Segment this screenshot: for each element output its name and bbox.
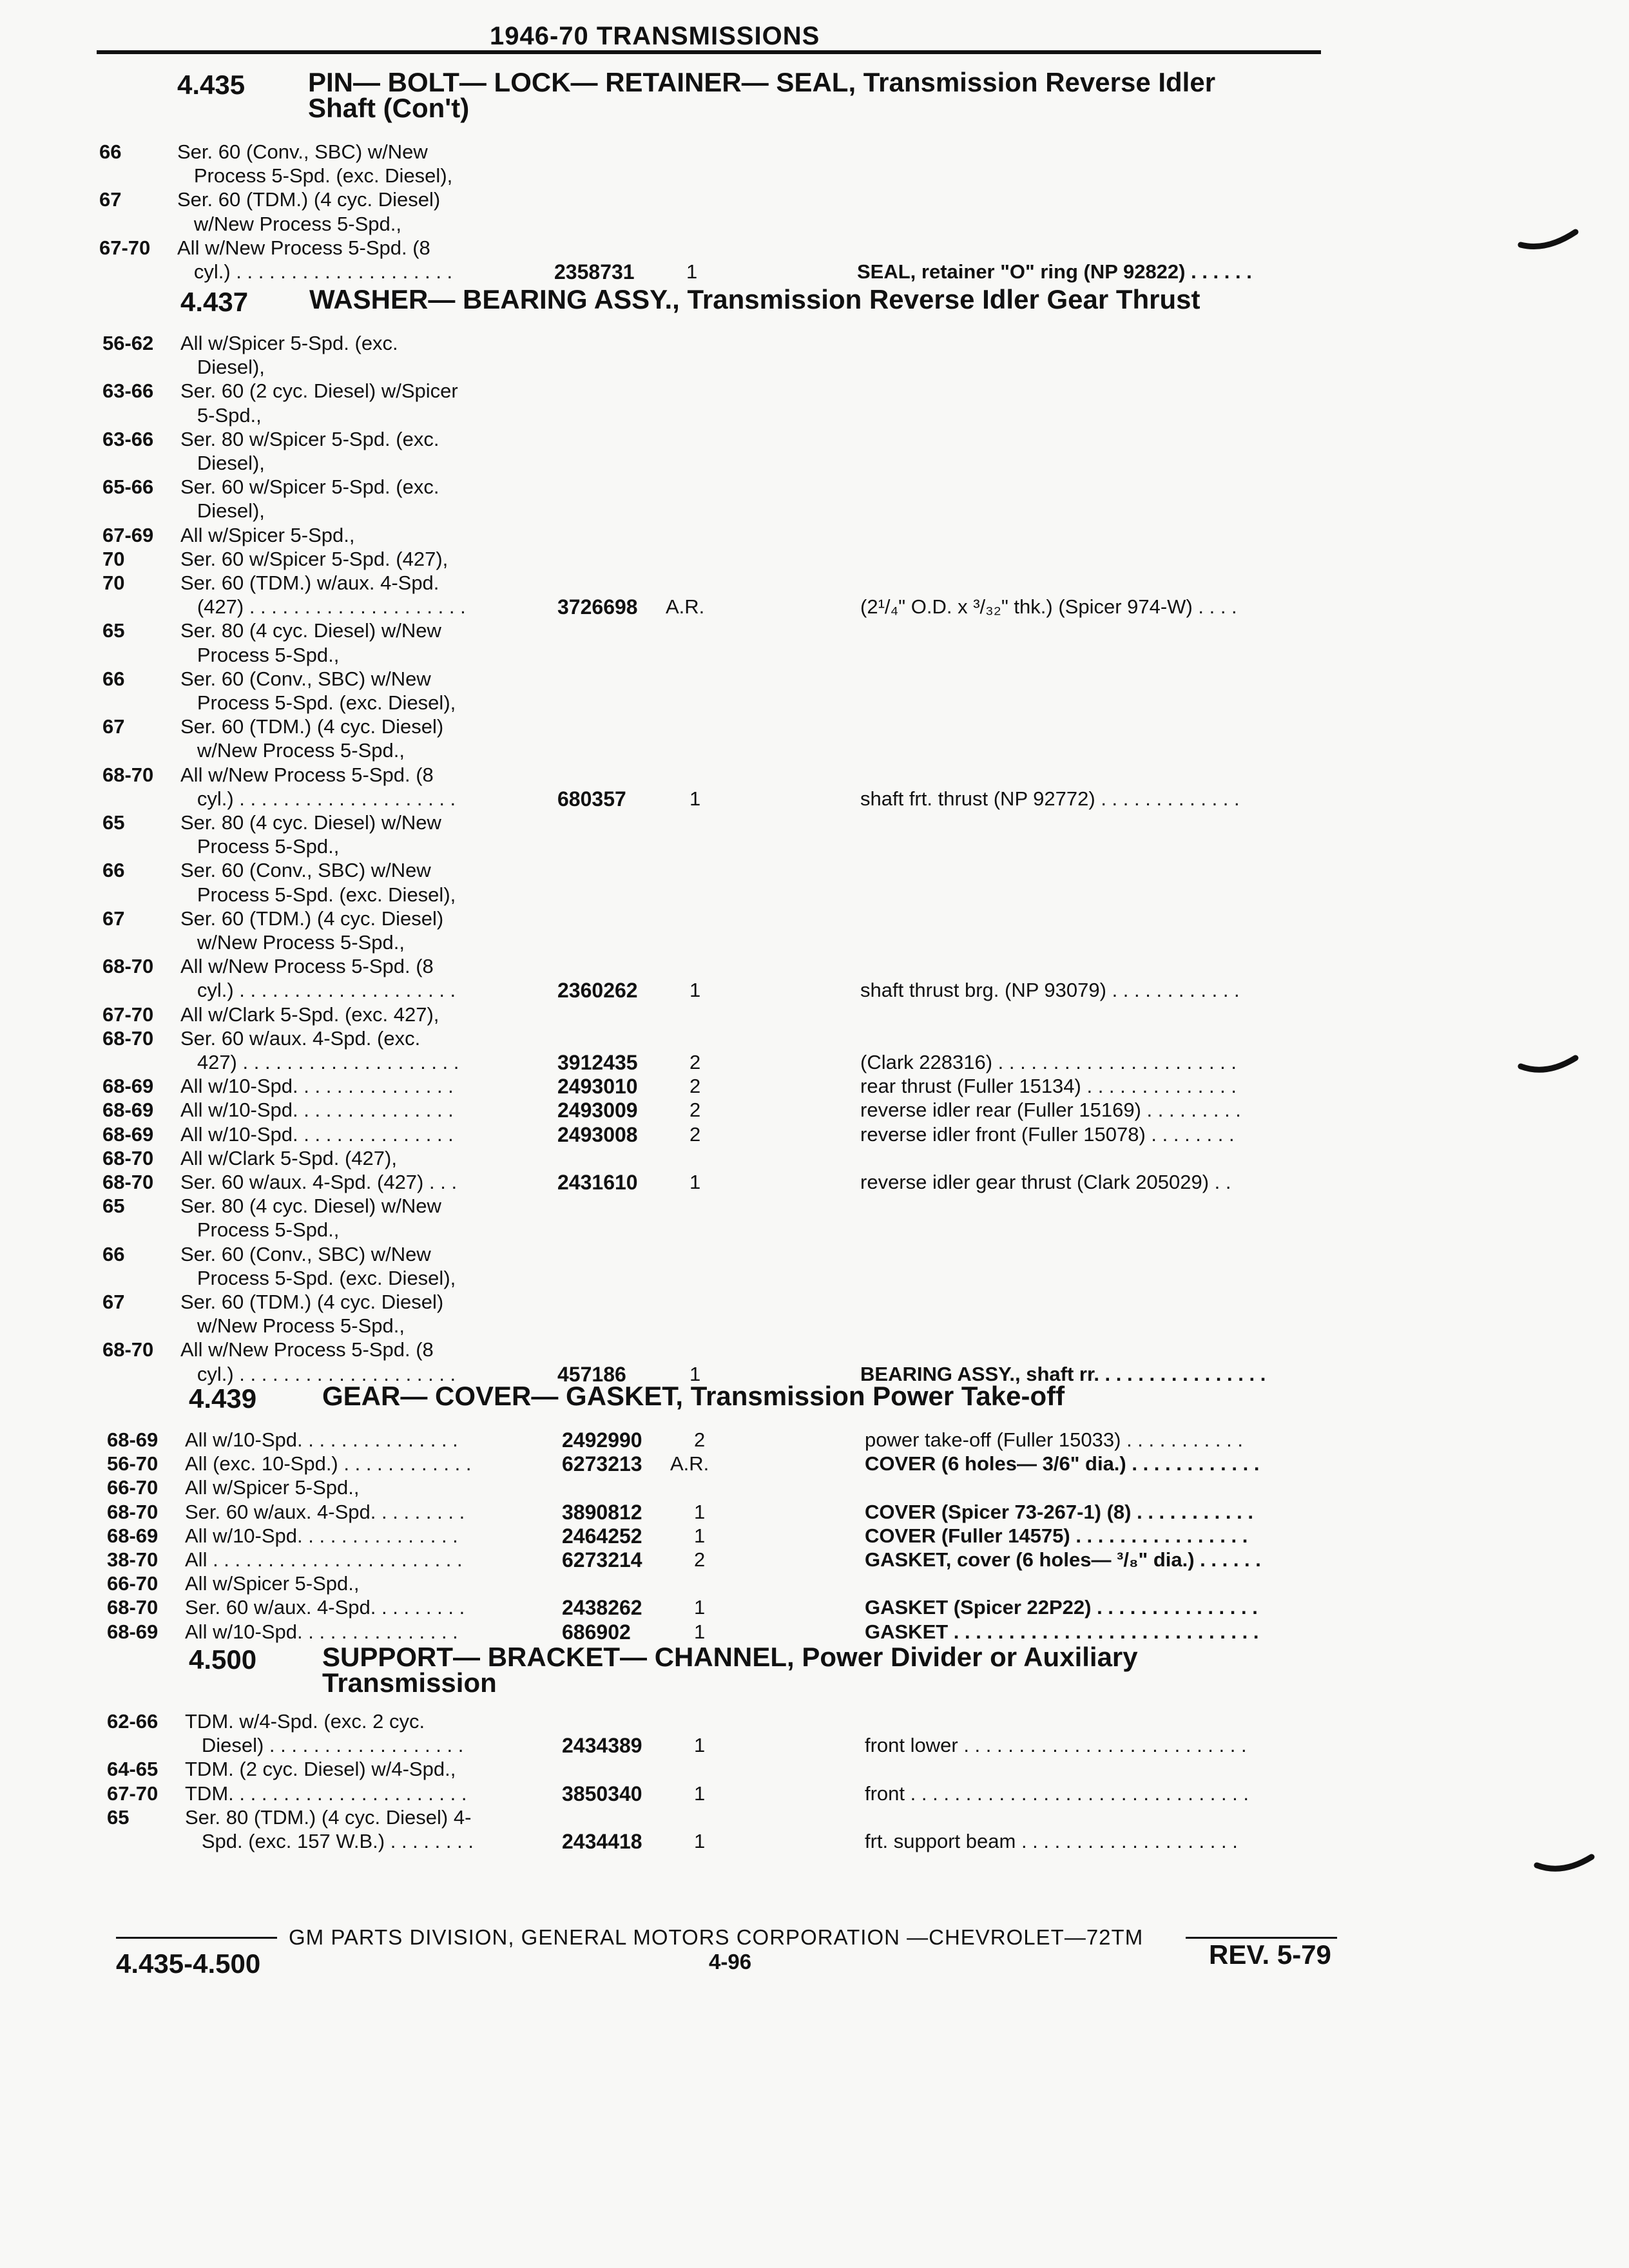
section-number: 4.437 — [180, 287, 249, 317]
header-rule — [97, 50, 1321, 54]
application: All w/Clark 5-Spd. (exc. 427), — [180, 1003, 439, 1026]
section-title-continued: Transmission — [322, 1667, 497, 1698]
section-title-continued: Shaft (Con't) — [308, 93, 470, 123]
part-number: 2434389 — [562, 1734, 642, 1758]
margin-mark-icon — [1534, 1849, 1598, 1881]
application: Ser. 60 (Conv., SBC) w/New — [180, 859, 431, 882]
model-years: 68-69 — [102, 1075, 154, 1098]
description: reverse idler gear thrust (Clark 205029) . . — [860, 1171, 1231, 1193]
model-years: 65 — [102, 1195, 125, 1218]
model-years: 65 — [102, 811, 125, 834]
model-years: 68-70 — [102, 763, 154, 786]
model-years: 66 — [99, 140, 122, 163]
application: Diesel) . . . . . . . . . . . . . . . . . . — [185, 1734, 464, 1757]
model-years: 66 — [102, 859, 125, 882]
application: Ser. 60 w/aux. 4-Spd. . . . . . . . . — [185, 1596, 465, 1619]
model-years: 62-66 — [107, 1710, 159, 1733]
application: All w/Spicer 5-Spd., — [185, 1572, 360, 1595]
description: GASKET, cover (6 holes— ³/₈" dia.) . . . . . . — [865, 1548, 1261, 1571]
application: Process 5-Spd. (exc. Diesel), — [180, 1266, 456, 1289]
section-number: 4.439 — [189, 1383, 257, 1414]
model-years: 68-70 — [102, 955, 154, 978]
model-years: 68-69 — [107, 1620, 159, 1643]
part-number: 2464252 — [562, 1524, 642, 1548]
application: Ser. 60 (Conv., SBC) w/New — [180, 1242, 431, 1265]
model-years: 67-70 — [99, 236, 151, 259]
application: Ser. 60 w/aux. 4-Spd. . . . . . . . . — [185, 1500, 465, 1523]
quantity: 2 — [694, 1548, 706, 1571]
application: w/New Process 5-Spd., — [180, 739, 405, 762]
application: All w/New Process 5-Spd. (8 — [180, 955, 434, 978]
application: Process 5-Spd. (exc. Diesel), — [180, 691, 456, 714]
application: Ser. 60 (TDM.) (4 cyc. Diesel) — [180, 1291, 444, 1313]
model-years: 66 — [102, 667, 125, 690]
application: 5-Spd., — [180, 403, 262, 427]
application: Ser. 80 (TDM.) (4 cyc. Diesel) 4- — [185, 1805, 472, 1829]
part-number: 457186 — [557, 1362, 626, 1386]
section-number: 4.435 — [177, 70, 246, 100]
application: Diesel), — [180, 452, 265, 474]
quantity: 1 — [689, 1171, 701, 1193]
application: Process 5-Spd., — [180, 1218, 340, 1242]
page-title: 1946-70 TRANSMISSIONS — [490, 22, 820, 50]
application: All w/10-Spd. . . . . . . . . . . . . . . — [180, 1122, 454, 1146]
quantity: 1 — [694, 1734, 706, 1757]
margin-mark-icon — [1518, 226, 1582, 258]
part-number: 686902 — [562, 1620, 631, 1644]
application: Ser. 60 (Conv., SBC) w/New — [180, 667, 431, 690]
description: (Clark 228316) . . . . . . . . . . . . . . . . . . . . . . — [860, 1051, 1237, 1073]
application: TDM. w/4-Spd. (exc. 2 cyc. — [185, 1710, 425, 1733]
model-years: 67 — [102, 715, 125, 738]
quantity: 1 — [694, 1500, 706, 1523]
description: GASKET (Spicer 22P22) . . . . . . . . . . . . . . . — [865, 1596, 1258, 1619]
description: BEARING ASSY., shaft rr. . . . . . . . . . . . . . . . — [860, 1362, 1266, 1385]
application: Process 5-Spd., — [180, 643, 340, 666]
model-years: 67-70 — [107, 1782, 159, 1805]
description: reverse idler rear (Fuller 15169) . . . . . . . . . — [860, 1099, 1241, 1122]
application: Ser. 60 (TDM.) (4 cyc. Diesel) — [180, 715, 444, 738]
application: Ser. 60 w/Spicer 5-Spd. (exc. — [180, 476, 439, 499]
application: Diesel), — [180, 356, 265, 379]
part-number: 2434418 — [562, 1830, 642, 1853]
application: cyl.) . . . . . . . . . . . . . . . . . . . . — [177, 260, 453, 283]
application: Ser. 60 (2 cyc. Diesel) w/Spicer — [180, 380, 458, 403]
model-years: 67 — [102, 1291, 125, 1313]
quantity: 2 — [689, 1075, 701, 1098]
application: Process 5-Spd. (exc. Diesel), — [180, 883, 456, 906]
model-years: 67 — [102, 907, 125, 930]
application: Ser. 80 (4 cyc. Diesel) w/New — [180, 811, 441, 834]
part-number: 6273213 — [562, 1452, 642, 1476]
application: Ser. 80 (4 cyc. Diesel) w/New — [180, 1195, 441, 1218]
part-number: 2360262 — [557, 979, 638, 1003]
model-years: 68-70 — [102, 1146, 154, 1169]
description: rear thrust (Fuller 15134) . . . . . . . . . . . . . . — [860, 1075, 1237, 1098]
description: COVER (Fuller 14575) . . . . . . . . . . . . . . . . — [865, 1524, 1248, 1547]
quantity: 2 — [689, 1122, 701, 1146]
application: Process 5-Spd. (exc. Diesel), — [177, 164, 453, 187]
application: All w/Spicer 5-Spd., — [180, 523, 355, 546]
model-years: 70 — [102, 572, 125, 594]
model-years: 64-65 — [107, 1758, 159, 1781]
part-number: 2438262 — [562, 1596, 642, 1620]
quantity: 1 — [689, 979, 701, 1002]
quantity: 1 — [694, 1782, 706, 1805]
model-years: 68-70 — [102, 1171, 154, 1193]
application: All w/10-Spd. . . . . . . . . . . . . . . — [185, 1620, 458, 1643]
description: power take-off (Fuller 15033) . . . . . . . . . . . — [865, 1428, 1243, 1451]
application: cyl.) . . . . . . . . . . . . . . . . . . . . — [180, 1362, 456, 1385]
application: Ser. 60 (TDM.) w/aux. 4-Spd. — [180, 572, 439, 594]
description: COVER (6 holes— 3/6" dia.) . . . . . . . . . . . . — [865, 1452, 1260, 1475]
description: shaft thrust brg. (NP 93079) . . . . . . . . . . . . — [860, 979, 1240, 1002]
model-years: 68-69 — [107, 1428, 159, 1451]
application: All w/10-Spd. . . . . . . . . . . . . . . — [180, 1075, 454, 1098]
model-years: 65 — [102, 619, 125, 642]
description: front . . . . . . . . . . . . . . . . . . . . . . . . . . . . . . . — [865, 1782, 1249, 1805]
model-years: 68-69 — [107, 1524, 159, 1547]
application: (427) . . . . . . . . . . . . . . . . . . . . — [180, 595, 466, 619]
section-title: GEAR— COVER— GASKET, Transmission Power Take-off — [322, 1381, 1065, 1411]
application: 427) . . . . . . . . . . . . . . . . . . . . — [180, 1051, 459, 1073]
application: All w/10-Spd. . . . . . . . . . . . . . . — [185, 1428, 458, 1451]
model-years: 68-70 — [107, 1500, 159, 1523]
quantity: 1 — [694, 1524, 706, 1547]
application: All w/New Process 5-Spd. (8 — [177, 236, 430, 259]
model-years: 66-70 — [107, 1476, 159, 1499]
description: SEAL, retainer "O" ring (NP 92822) . . . . . . — [857, 260, 1252, 283]
application: Ser. 60 (TDM.) (4 cyc. Diesel) — [177, 188, 441, 211]
quantity: 2 — [694, 1428, 706, 1451]
part-number: 680357 — [557, 787, 626, 811]
application: Spd. (exc. 157 W.B.) . . . . . . . . — [185, 1830, 474, 1852]
model-years: 66 — [102, 1242, 125, 1265]
model-years: 68-70 — [102, 1026, 154, 1050]
part-number: 3890812 — [562, 1500, 642, 1524]
description: reverse idler front (Fuller 15078) . . . . . . . . — [860, 1122, 1235, 1146]
footer-revision: REV. 5-79 — [1209, 1939, 1331, 1970]
quantity: 1 — [694, 1596, 706, 1619]
application: All (exc. 10-Spd.) . . . . . . . . . . . . — [185, 1452, 472, 1475]
application: Ser. 60 (Conv., SBC) w/New — [177, 140, 428, 163]
application: All w/10-Spd. . . . . . . . . . . . . . . — [185, 1524, 458, 1547]
application: Ser. 60 w/Spicer 5-Spd. (427), — [180, 547, 448, 570]
quantity: 2 — [689, 1099, 701, 1122]
model-years: 67 — [99, 188, 122, 211]
description: frt. support beam . . . . . . . . . . . . . . . . . . . . — [865, 1830, 1238, 1852]
application: Ser. 80 w/Spicer 5-Spd. (exc. — [180, 427, 439, 450]
application: Ser. 60 w/aux. 4-Spd. (427) . . . — [180, 1171, 458, 1193]
footer-publisher: GM PARTS DIVISION, GENERAL MOTORS CORPORATION —CHEVROLET—72TM — [289, 1925, 1144, 1949]
model-years: 68-69 — [102, 1122, 154, 1146]
description: shaft frt. thrust (NP 92772) . . . . . . . . . . . . . — [860, 787, 1240, 810]
application: TDM. . . . . . . . . . . . . . . . . . . . . . — [185, 1782, 467, 1805]
model-years: 65-66 — [102, 476, 154, 499]
quantity: 1 — [689, 1362, 701, 1385]
application: All w/Spicer 5-Spd. (exc. — [180, 332, 398, 354]
application: Process 5-Spd., — [180, 835, 340, 858]
model-years: 67-69 — [102, 523, 154, 546]
description: front lower . . . . . . . . . . . . . . . . . . . . . . . . . . — [865, 1734, 1247, 1757]
part-number: 2493010 — [557, 1075, 638, 1099]
application: All w/New Process 5-Spd. (8 — [180, 1338, 434, 1361]
application: Ser. 80 (4 cyc. Diesel) w/New — [180, 619, 441, 642]
application: All w/Clark 5-Spd. (427), — [180, 1146, 397, 1169]
part-number: 3726698 — [557, 595, 638, 619]
quantity: 1 — [686, 260, 698, 283]
model-years: 68-69 — [102, 1099, 154, 1122]
quantity: A.R. — [670, 1452, 709, 1475]
application: w/New Process 5-Spd., — [180, 1314, 405, 1338]
application: cyl.) . . . . . . . . . . . . . . . . . . . . — [180, 787, 456, 810]
quantity: 1 — [694, 1620, 706, 1643]
quantity: 1 — [689, 787, 701, 810]
part-number: 2358731 — [554, 260, 635, 284]
quantity: 2 — [689, 1051, 701, 1073]
application: Ser. 60 w/aux. 4-Spd. (exc. — [180, 1026, 421, 1050]
application: w/New Process 5-Spd., — [177, 212, 402, 235]
application: Diesel), — [180, 499, 265, 523]
margin-mark-icon — [1518, 1050, 1582, 1082]
model-years: 68-70 — [102, 1338, 154, 1361]
application: All w/Spicer 5-Spd., — [185, 1476, 360, 1499]
model-years: 70 — [102, 547, 125, 570]
section-title: PIN— BOLT— LOCK— RETAINER— SEAL, Transmission Reverse Idler — [308, 67, 1216, 97]
footer-rule-left — [116, 1937, 277, 1939]
application: cyl.) . . . . . . . . . . . . . . . . . . . . — [180, 979, 456, 1002]
model-years: 65 — [107, 1805, 130, 1829]
part-number: 3850340 — [562, 1782, 642, 1805]
application: All w/New Process 5-Spd. (8 — [180, 763, 434, 786]
model-years: 56-62 — [102, 332, 154, 354]
section-title: WASHER— BEARING ASSY., Transmission Reverse Idler Gear Thrust — [309, 284, 1200, 314]
part-number: 3912435 — [557, 1051, 638, 1074]
model-years: 66-70 — [107, 1572, 159, 1595]
model-years: 68-70 — [107, 1596, 159, 1619]
model-years: 56-70 — [107, 1452, 159, 1475]
quantity: A.R. — [666, 595, 705, 619]
section-title: SUPPORT— BRACKET— CHANNEL, Power Divider or Auxiliary — [322, 1642, 1138, 1672]
footer-rule-right — [1186, 1937, 1337, 1939]
model-years: 38-70 — [107, 1548, 159, 1571]
model-years: 63-66 — [102, 380, 154, 403]
part-number: 2431610 — [557, 1171, 638, 1194]
model-years: 67-70 — [102, 1003, 154, 1026]
application: All w/10-Spd. . . . . . . . . . . . . . . — [180, 1099, 454, 1122]
description: COVER (Spicer 73-267-1) (8) . . . . . . . . . . . — [865, 1500, 1253, 1523]
application: Ser. 60 (TDM.) (4 cyc. Diesel) — [180, 907, 444, 930]
footer-page-number: 4-96 — [709, 1950, 752, 1974]
model-years: 63-66 — [102, 427, 154, 450]
quantity: 1 — [694, 1830, 706, 1852]
section-number: 4.500 — [189, 1644, 257, 1675]
footer-section-range: 4.435-4.500 — [116, 1948, 261, 1979]
part-number: 6273214 — [562, 1548, 642, 1571]
description: (2¹/₄" O.D. x ³/₃₂" thk.) (Spicer 974-W) . . . . — [860, 595, 1237, 619]
part-number: 2493008 — [557, 1122, 638, 1146]
part-number: 2493009 — [557, 1099, 638, 1122]
application: w/New Process 5-Spd., — [180, 931, 405, 954]
application: All . . . . . . . . . . . . . . . . . . . . . . . — [185, 1548, 463, 1571]
description: GASKET . . . . . . . . . . . . . . . . . . . . . . . . . . . . — [865, 1620, 1259, 1643]
part-number: 2492990 — [562, 1428, 642, 1452]
application: TDM. (2 cyc. Diesel) w/4-Spd., — [185, 1758, 456, 1781]
